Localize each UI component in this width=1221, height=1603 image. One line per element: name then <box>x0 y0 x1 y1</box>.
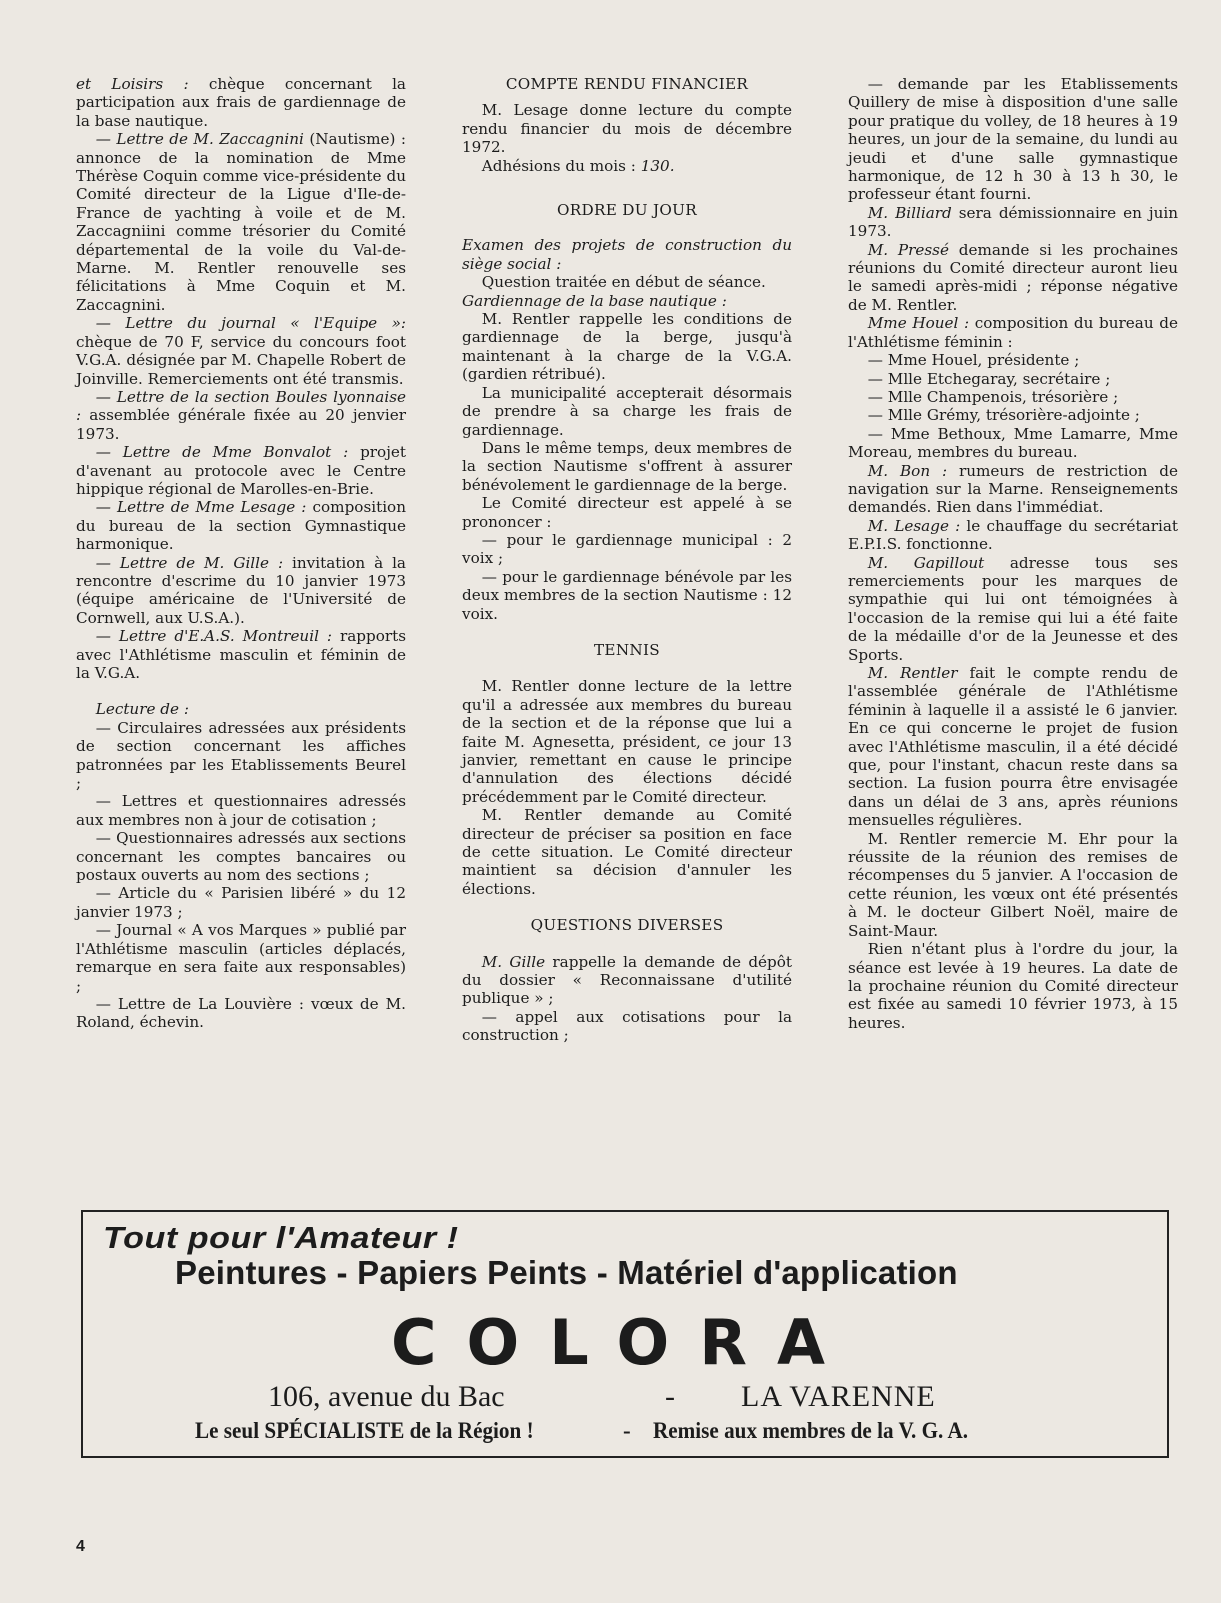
list-item: — Journal « A vos Marques » publié par l'Athlétisme masculin (articles déplacés, remarque en sera faite aux responsables) ; <box>76 921 406 995</box>
spacer <box>462 935 792 953</box>
lecture-heading: Lecture de : <box>95 700 189 719</box>
paragraph: Mme Houel : composition du bureau de l'Athlétisme féminin : <box>848 314 1178 351</box>
list-item: — Mlle Champenois, trésorière ; <box>867 387 1119 406</box>
paragraph: — Lettre de M. Gille : invitation à la rencontre d'escrime du 10 janvier 1973 (équipe américaine de l'Université de Cornwell, aux U.S.A.). <box>76 553 406 627</box>
paragraph: Gardiennage de la base nautique : <box>462 291 727 310</box>
paragraph: — pour le gardiennage municipal : 2 voix ; <box>462 530 792 568</box>
ad-brand-logo: COLORA <box>391 1306 855 1379</box>
list-item: — Article du « Parisien libéré » du 12 janvier 1973 ; <box>76 884 406 921</box>
paragraph: M. Pressé demande si les prochaines réunions du Comité directeur auront lieu le samedi après-midi ; réponse négative de M. Rentler. <box>848 240 1178 314</box>
spacer <box>462 898 792 916</box>
paragraph: M. Bon : rumeurs de restriction de navigation sur la Marne. Renseignements demandés. Rien dans l'immédiat. <box>848 461 1178 517</box>
section-heading-financier: COMPTE RENDU FINANCIER <box>505 75 749 93</box>
paragraph: M. Gille rappelle la demande de dépôt du dossier « Reconnaissane d'utilité publique » ; <box>462 952 793 1008</box>
ad-separator: - <box>623 1418 631 1443</box>
paragraph: — pour le gardiennage bénévole par les deux membres de la section Nautisme : 12 voix. <box>462 567 792 623</box>
list-item: — Questionnaires adressés aux sections concernant les comptes bancaires ou postaux ouverts au nom des sections ; <box>76 829 406 885</box>
column-1 <box>76 75 406 1032</box>
ad-slogan: Tout pour l'Amateur ! <box>103 1220 459 1255</box>
list-item: — Mlle Grémy, trésorière-adjointe ; <box>867 406 1140 425</box>
spacer <box>462 93 792 101</box>
paragraph: — Lettre du journal « l'Equipe »: chèque de 70 F, service du concours foot V.G.A. désignée par M. Chapelle Robert de Joinville. Remerciements ont été transmis. <box>76 314 406 388</box>
spacer <box>462 659 792 677</box>
paragraph: M. Billiard sera démissionnaire en juin 1973. <box>848 203 1178 241</box>
ad-discount: Remise aux membres de la V. G. A. <box>653 1418 969 1443</box>
spacer <box>462 623 792 641</box>
paragraph: M. Rentler rappelle les conditions de gardiennage de la berge, jusqu'à maintenant à la charge de la V.G.A. (gardien rétribué). <box>462 310 792 384</box>
list-item: — Lettres et questionnaires adressés aux membres non à jour de cotisation ; <box>76 792 406 829</box>
list-item: — Mlle Etchegaray, secrétaire ; <box>867 369 1111 388</box>
spacer <box>462 219 792 236</box>
section-heading-tennis: TENNIS <box>594 640 660 659</box>
paragraph: — Lettre d'E.A.S. Montreuil : rapports avec l'Athlétisme masculin et féminin de la V.G.A. <box>76 627 407 682</box>
section-heading-questions: QUESTIONS DIVERSES <box>530 916 724 935</box>
paragraph: Dans le même temps, deux membres de la section Nautisme s'offrent à assurer bénévolement le gardiennage de la berge. <box>462 438 792 494</box>
column-2 <box>462 75 792 1045</box>
paragraph: M. Gapillout adresse tous ses remerciements pour les marques de sympathie qui lui ont témoignées à l'occasion de la remise qui lui a été faite de la médaille d'or de la Jeunesse et des Sports. <box>848 553 1179 664</box>
ad-separator: - <box>665 1380 675 1413</box>
paragraph: M. Rentler donne lecture de la lettre qu'il a adressée aux membres du bureau de la section et de la réponse que lui a faite M. Agnesetta, président, ce jour 13 janvier, remettant en cause le principe d'annulation des élections décidé précédemment par le Comité directeur. <box>462 677 792 806</box>
paragraph: et Loisirs : chèque concernant la participation aux frais de gardiennage de la base nautique. <box>76 75 406 130</box>
paragraph: — appel aux cotisations pour la construction ; <box>462 1007 792 1045</box>
paragraph: Examen des projets de construction du siège social : <box>462 236 792 273</box>
list-item: — Lettre de La Louvière : vœux de M. Roland, échevin. <box>76 994 406 1032</box>
ad-city: LA VARENNE <box>741 1380 936 1413</box>
paragraph: Adhésions du mois : 130. <box>481 156 675 175</box>
paragraph: M. Rentler demande au Comité directeur de préciser sa position en face de cette situation. Le Comité directeur maintient sa décision d'annuler les élections. <box>462 806 792 898</box>
paragraph: La municipalité accepterait désormais de prendre à sa charge les frais de gardiennage. <box>462 383 792 439</box>
page-number: 4 <box>76 1538 85 1555</box>
paragraph: — Lettre de Mme Lesage : composition du bureau de la section Gymnastique harmonique. <box>76 498 406 554</box>
paragraph: — Lettre de la section Boules lyonnaise : assemblée générale fixée au 20 jenvier 1973. <box>76 387 406 443</box>
ad-address: 106, avenue du Bac <box>268 1380 505 1413</box>
paragraph: — Lettre de M. Zaccagnini (Nautisme) : annonce de la nomination de Mme Thérèse Coquin comme vice-présidente du Comité directeur de la Ligue d'Ile-de-France de yachting à voile et de M. Zaccagniini comme trésorier du Comité départemental de la voile du Val-de-Marne. M. Rentler renouvelle ses félicitations à Mme Coquin et M. Zaccagnini. <box>76 130 406 314</box>
paragraph: — Lettre de Mme Bonvalot : projet d'avenant au protocole avec le Centre hippique régional de Marolles-en-Brie. <box>76 443 406 498</box>
column-3 <box>848 75 1178 1032</box>
list-item: — Circulaires adressées aux présidents de section concernant les affiches patronnées par les Etablissements Beurel ; <box>76 718 406 793</box>
spacer <box>76 682 406 700</box>
list-item: — Mme Houel, présidente ; <box>867 351 1080 370</box>
paragraph: Question traitée en début de séance. <box>481 273 766 292</box>
ad-specialist: Le seul SPÉCIALISTE de la Région ! <box>195 1418 534 1443</box>
colora-advertisement <box>81 1210 1169 1458</box>
paragraph: — demande par les Etablissements Quillery de mise à disposition d'une salle pour pratique du volley, de 18 heures à 19 heures, un jour de la semaine, du lundi au jeudi et d'une salle gymnastique harmonique, de 12 h 30 à 13 h 30, le professeur étant fourni. <box>848 75 1178 204</box>
ad-products: Peintures - Papiers Peints - Matériel d'application <box>175 1254 958 1291</box>
list-item: — Mme Bethoux, Mme Lamarre, Mme Moreau, membres du bureau. <box>848 424 1178 462</box>
paragraph: M. Lesage donne lecture du compte rendu financier du mois de décembre 1972. <box>462 101 792 157</box>
paragraph: M. Rentler fait le compte rendu de l'assemblée générale de l'Athlétisme féminin à laquelle il a assisté le 6 janvier. En ce qui concerne le projet de fusion avec l'Athlétisme masculin, il a été décidé que, pour l'instant, chacun reste dans sa section. La fusion pourra être envisagée dans un délai de 3 ans, après réunions mensuelles régulières. <box>848 664 1179 830</box>
paragraph: Le Comité directeur est appelé à se prononcer : <box>462 494 792 531</box>
spacer <box>462 175 792 201</box>
paragraph: Rien n'étant plus à l'ordre du jour, la séance est levée à 19 heures. La date de la prochaine réunion du Comité directeur est fixée au samedi 10 février 1973, à 15 heures. <box>848 940 1178 1032</box>
paragraph: M. Rentler remercie M. Ehr pour la réussite de la réunion des remises de récompenses du 5 janvier. A l'occasion de cette réunion, les vœux ont été présentés à M. le docteur Gilbert Noël, maire de Saint-Maur. <box>848 829 1178 940</box>
section-heading-ordre: ORDRE DU JOUR <box>557 201 697 220</box>
paragraph: M. Lesage : le chauffage du secrétariat E.P.I.S. fonctionne. <box>848 516 1178 554</box>
